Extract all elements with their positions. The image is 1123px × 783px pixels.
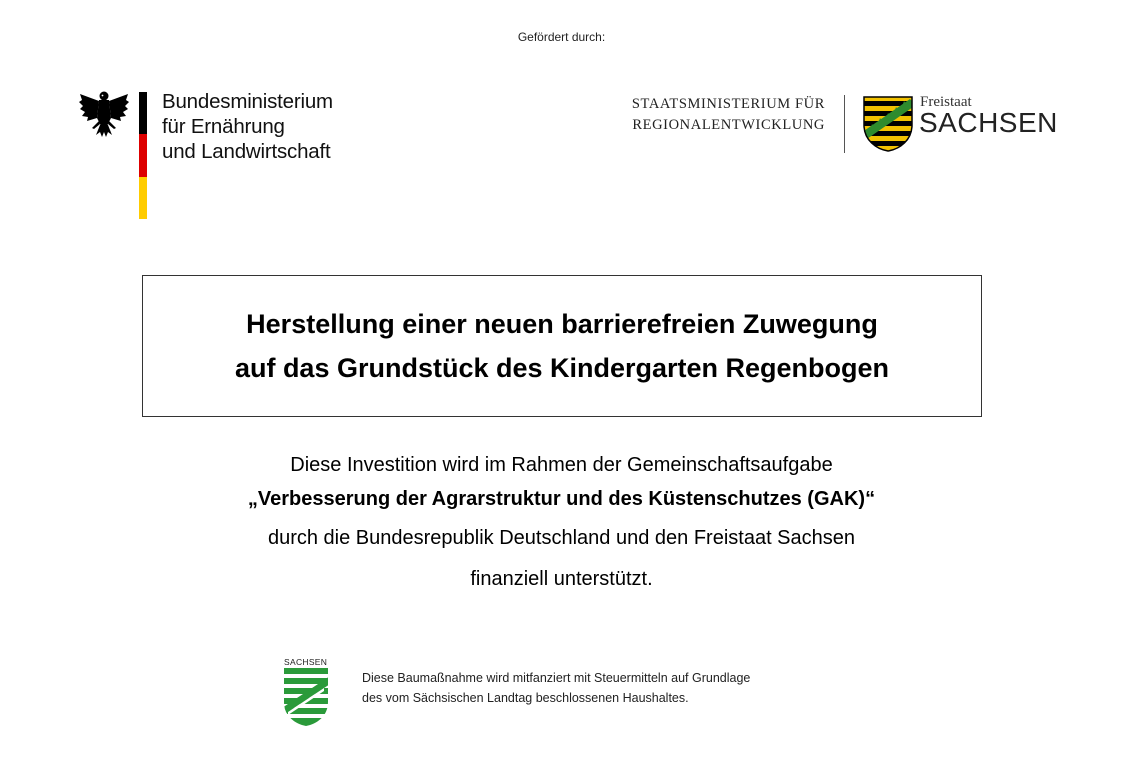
footer-note-line: des vom Sächsischen Landtag beschlossenen Haushaltes. bbox=[362, 691, 689, 705]
project-title-line: Herstellung einer neuen barrierefreien Zuwegung bbox=[246, 309, 878, 339]
bmel-name-line: für Ernährung bbox=[162, 115, 285, 138]
sachsen-green-shield-icon bbox=[284, 668, 328, 726]
gak-program-name: „Verbesserung der Agrarstruktur und des Küstenschutzes (GAK)“ bbox=[247, 488, 876, 510]
project-title-box bbox=[142, 275, 982, 417]
ministry-name-line: REGIONALENTWICKLUNG bbox=[632, 117, 825, 133]
bmel-name-line: Bundesministerium bbox=[162, 90, 333, 113]
funding-statement-line: finanziell unterstützt. bbox=[470, 568, 653, 590]
german-flag-bar bbox=[139, 92, 147, 219]
funded-by-label: Gefördert durch: bbox=[517, 30, 606, 44]
federal-eagle-icon bbox=[78, 88, 130, 138]
footer-note-line: Diese Baumaßnahme wird mitfanziert mit Steuermitteln auf Grundlage bbox=[362, 671, 751, 685]
bmel-name bbox=[162, 89, 333, 164]
funding-statement-line: durch die Bundesrepublik Deutschland und den Freistaat Sachsen bbox=[267, 527, 856, 549]
saxony-coat-of-arms-icon bbox=[862, 95, 914, 153]
ministry-name-line: STAATSMINISTERIUM FÜR bbox=[631, 96, 825, 112]
funding-statement-line: Diese Investition wird im Rahmen der Gemeinschaftsaufgabe bbox=[290, 454, 833, 476]
sachsen-logo-label: SACHSEN bbox=[284, 657, 328, 667]
footer-note bbox=[362, 668, 750, 708]
sachsen-wordmark: SACHSEN bbox=[919, 107, 1058, 138]
saxony-ministry-name bbox=[620, 94, 825, 136]
logo-divider bbox=[844, 95, 845, 153]
bmel-name-line: und Landwirtschaft bbox=[162, 140, 331, 163]
project-title-line: auf das Grundstück des Kindergarten Regenbogen bbox=[234, 353, 890, 383]
freistaat-label: Freistaat bbox=[920, 94, 972, 110]
